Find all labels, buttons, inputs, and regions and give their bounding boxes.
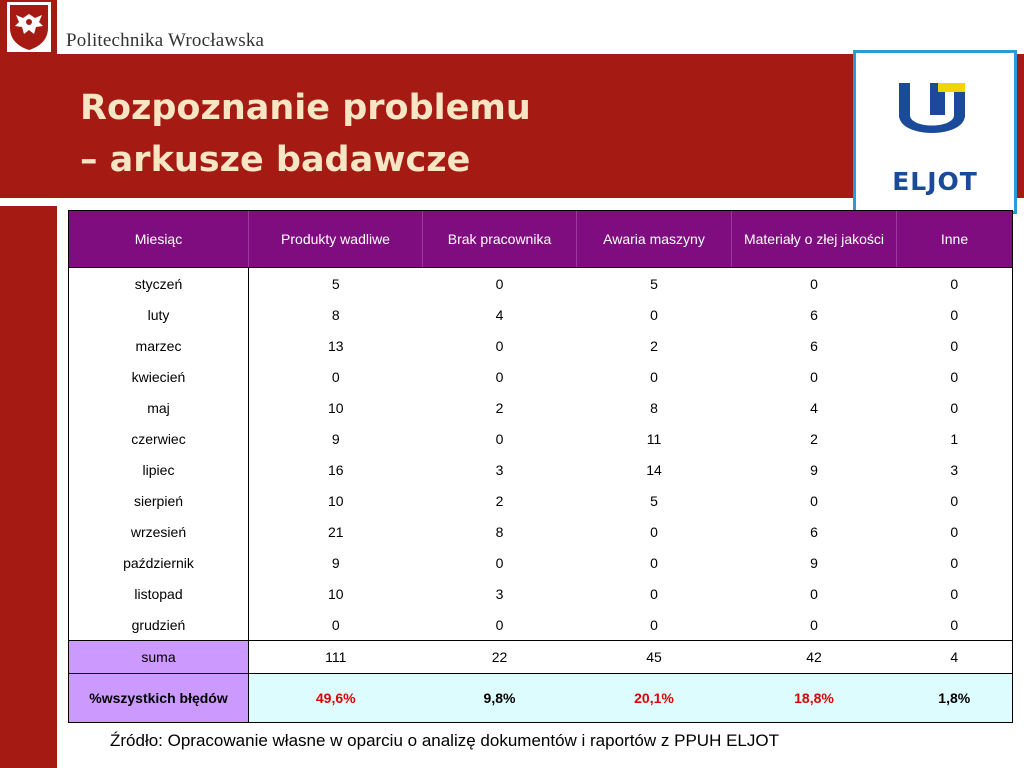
month-cell: maj [69,392,249,423]
table-row [69,485,1013,516]
value-cell: 6 [810,306,818,323]
table-row [69,609,1013,641]
column-header: Miesiąc [69,211,249,268]
value-cell: 0 [897,578,1013,609]
value-cell: 10 [327,399,344,416]
table-row [69,361,1013,392]
sum-cell: 45 [577,641,732,674]
value-cell: 2 [495,399,504,416]
value-cell: 13 [327,337,344,354]
value-cell: 3 [495,585,504,602]
value-cell: 1 [897,423,1013,454]
value-cell: 10 [327,585,344,602]
column-header: Brak pracownika [423,211,577,268]
slide-title [80,82,531,186]
value-cell: 0 [897,547,1013,578]
column-header: Materiały o złej jakości [732,211,897,268]
table-row [69,454,1013,485]
sum-cell: 4 [897,641,1013,674]
value-cell: 8 [331,306,340,323]
value-cell: 0 [897,485,1013,516]
value-cell: 21 [327,523,344,540]
sum-cell: 42 [732,641,897,674]
left-bar-divider [0,198,57,206]
column-header: Awaria maszyny [577,211,732,268]
value-cell: 0 [897,299,1013,330]
value-cell: 0 [650,585,658,602]
value-cell: 14 [646,461,662,478]
value-cell: 0 [810,492,818,509]
month-cell: kwiecień [69,361,249,392]
month-cell: grudzień [69,609,249,641]
value-cell: 0 [495,337,504,354]
value-cell: 0 [810,275,818,292]
percent-cell: 1,8% [897,674,1013,723]
value-cell: 0 [495,430,504,447]
value-cell: 0 [810,585,818,602]
value-cell: 3 [495,461,504,478]
value-cell: 0 [495,616,504,633]
university-name: Politechnika Wrocławska [66,30,265,51]
value-cell: 16 [327,461,344,478]
value-cell: 0 [331,368,340,385]
value-cell: 2 [650,337,658,354]
month-cell: lipiec [69,454,249,485]
value-cell: 0 [897,609,1013,641]
value-cell: 8 [495,523,504,540]
value-cell: 4 [495,306,504,323]
value-cell: 6 [810,523,818,540]
percent-cell: 18,8% [732,674,897,723]
value-cell: 5 [650,492,658,509]
title-line-2: – arkusze badawcze [80,140,471,180]
value-cell: 9 [331,430,340,447]
month-cell: czerwiec [69,423,249,454]
value-cell: 9 [810,461,818,478]
value-cell: 0 [897,361,1013,392]
title-line-1: Rozpoznanie problemu [80,88,531,128]
value-cell: 0 [650,554,658,571]
value-cell: 6 [810,337,818,354]
value-cell: 0 [495,368,504,385]
value-cell: 0 [495,275,504,292]
value-cell: 4 [810,399,818,416]
month-cell: styczeń [69,268,249,300]
value-cell: 0 [495,554,504,571]
value-cell: 11 [646,430,662,447]
table-row [69,299,1013,330]
value-cell: 10 [327,492,344,509]
table-row [69,268,1013,300]
month-cell: wrzesień [69,516,249,547]
percent-cell: 20,1% [577,674,732,723]
eljot-logo [853,50,1017,214]
sum-cell: 111 [249,641,423,674]
value-cell: 0 [650,306,658,323]
value-cell: 0 [897,516,1013,547]
value-cell: 0 [810,616,818,633]
month-cell: luty [69,299,249,330]
value-cell: 3 [897,454,1013,485]
column-header: Inne [897,211,1013,268]
table-row [69,516,1013,547]
defects-table [68,210,1013,723]
table-header-row [69,211,1013,268]
table-row [69,330,1013,361]
value-cell: 9 [331,554,340,571]
percent-row [69,674,1013,723]
value-cell: 5 [650,275,658,292]
value-cell: 0 [650,368,658,385]
value-cell: 0 [650,523,658,540]
table-row [69,547,1013,578]
value-cell: 0 [897,392,1013,423]
table-row [69,578,1013,609]
value-cell: 0 [650,616,658,633]
university-crest-icon [7,2,51,52]
month-cell: marzec [69,330,249,361]
percent-cell: 49,6% [249,674,423,723]
value-cell: 2 [495,492,504,509]
sum-label: suma [69,641,249,674]
source-note: Źródło: Opracowanie własne w oparciu o analizę dokumentów i raportów z PPUH ELJOT [110,731,779,750]
value-cell: 0 [331,616,340,633]
left-brand-bar [0,0,57,768]
value-cell: 0 [810,368,818,385]
month-cell: listopad [69,578,249,609]
eljot-mark-icon [856,53,1014,163]
value-cell: 0 [897,330,1013,361]
sum-row [69,641,1013,674]
table-row [69,423,1013,454]
column-header: Produkty wadliwe [249,211,423,268]
logo-text: ELJOT [892,167,978,196]
table-row [69,392,1013,423]
sum-cell: 22 [423,641,577,674]
month-cell: sierpień [69,485,249,516]
value-cell: 0 [897,268,1013,300]
value-cell: 5 [331,275,340,292]
value-cell: 2 [810,430,818,447]
percent-cell: 9,8% [423,674,577,723]
month-cell: październik [69,547,249,578]
value-cell: 8 [650,399,658,416]
percent-label: %wszystkich błędów [69,674,249,723]
value-cell: 9 [810,554,818,571]
